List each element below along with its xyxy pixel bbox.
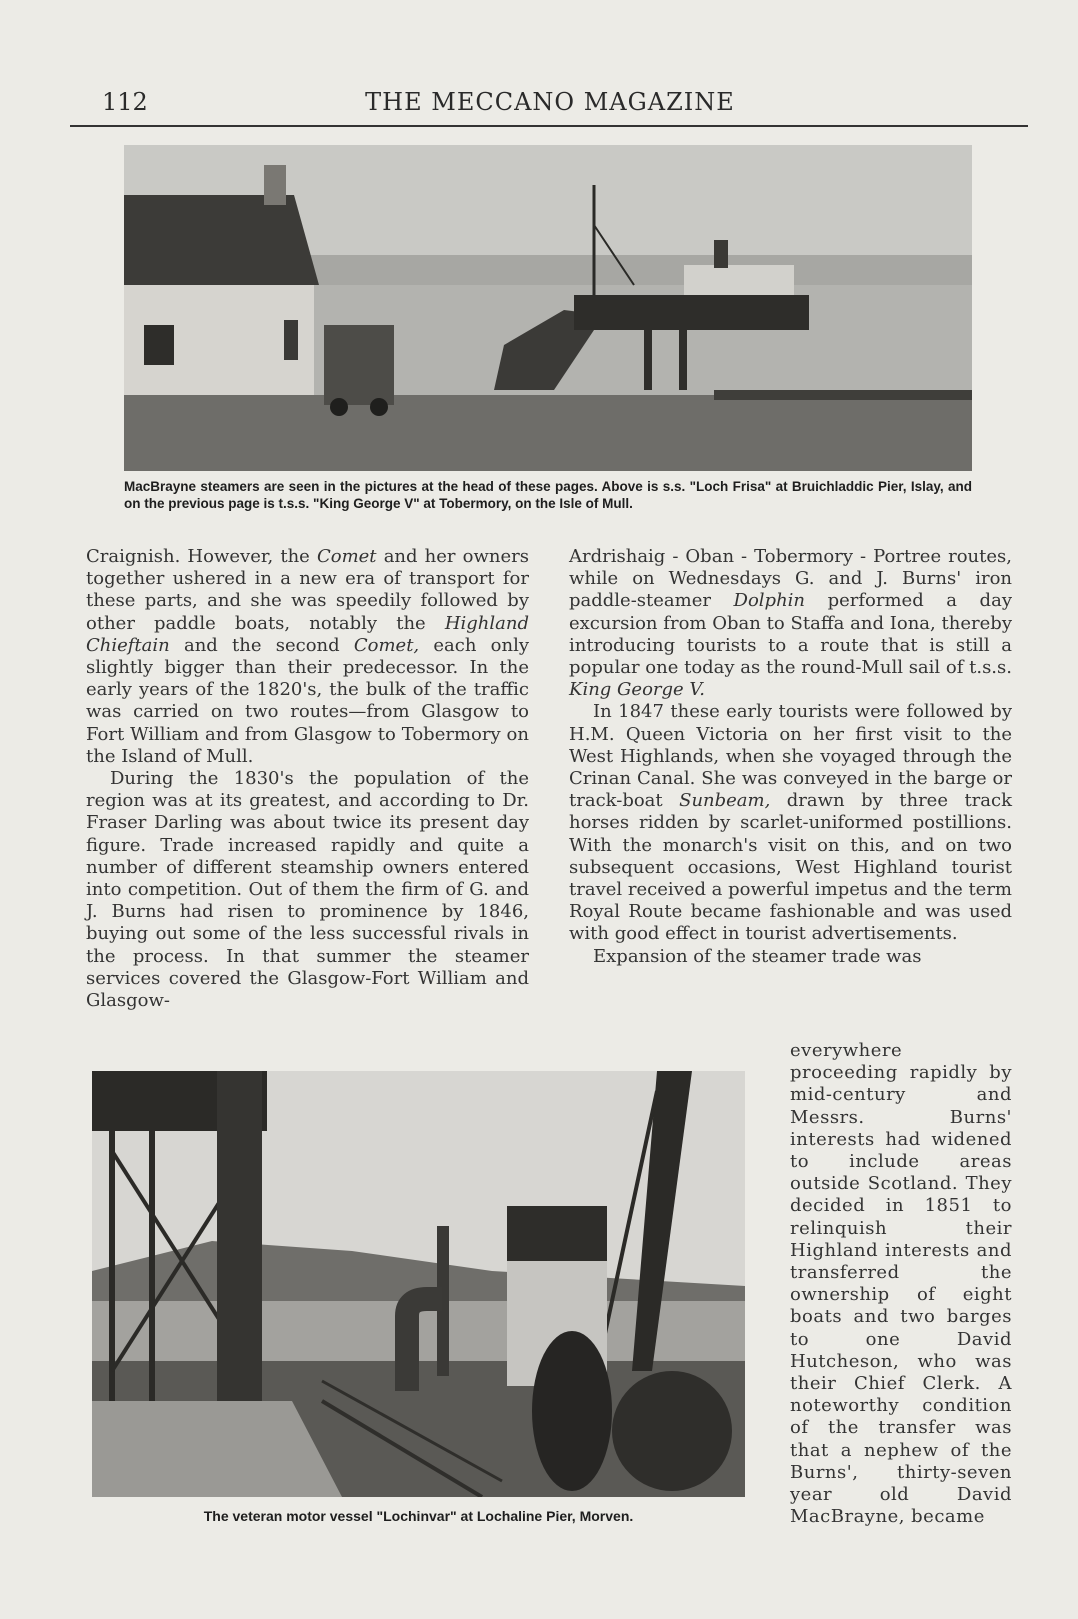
article-column-right [569, 546, 1012, 968]
paragraph: everywhere proceeding rapidly by mid-century and Messrs. Burns' interests had widened to include areas outside Scotland. They decided in 1851 to relinquish their Highland interests and transferred the ownership of eight boats and two barges to one David Hutcheson, who was their Chief Clerk. A noteworthy condition of the transfer was that a nephew of the Burns', thirty-seven year old David MacBrayne, became [790, 1040, 1012, 1528]
ship-name: Comet, [353, 634, 420, 656]
paragraph: Expansion of the steamer trade was [593, 945, 922, 967]
ship-name: Comet [316, 546, 377, 567]
bottom-photo-caption: The veteran motor vessel "Lochinvar" at Lochaline Pier, Morven. [203, 1508, 634, 1524]
paragraph: During the 1830's the population of the region was at its greatest, and according to Dr. Fraser Darling was about twice its present day figure. Trade increased rapidly and quite a number of different steamship owners entered into competition. Out of them the firm of G. and J. Burns had risen to prominence by 1846, buying out some of the less successful rivals in the process. In that summer the steamer services covered the Glasgow-Fort William and Glasgow- [86, 768, 529, 1012]
top-photo-caption: MacBrayne steamers are seen in the pictures at the head of these pages. Above is s.s. "Loch Frisa" at Bruichladdic Pier, Islay, and on the previous page is t.s.s. "King George V" at Tobermory, on the Isle of Mull. [124, 479, 972, 511]
paragraph [569, 701, 1012, 945]
text-run: and her owners together ushered in a new era of transport for these parts, and she was speedily followed by other paddle boats, notably the [86, 546, 529, 634]
text-run: In 1847 these early tourists were followed by H.M. Queen Victoria on her first visit to the West Highlands, when she voyaged through the Crinan Canal. She was conveyed in the barge or track-boat [569, 701, 1012, 812]
text-run: each only slightly bigger than their predecessor. In the early years of the 1820's, the bulk of the traffic was carried on two routes—from Glasgow to Fort William and from Glasgow to Tobermory on the Island of Mull. [86, 634, 529, 767]
page-header [70, 88, 1030, 124]
magazine-title: THE MECCANO MAGAZINE [365, 88, 735, 116]
paragraph [569, 546, 1012, 701]
text-run: Ardrishaig - Oban - Tobermory - Portree routes, while on Wednesdays G. and J. Burns' iron paddle-steamer [569, 546, 1012, 612]
ship-name: King George V. [569, 679, 705, 701]
photo-lochinvar-deck [92, 1071, 745, 1497]
text-run: performed a day excursion from Oban to Staffa and Iona, thereby introducing tourists to a route that is still a popular one today as the round-Mull sail of t.s.s. [569, 590, 1012, 679]
text-run: and the second [169, 634, 354, 656]
article-column-narrow [790, 1040, 1012, 1528]
text-run: drawn by three track horses ridden by scarlet-uniformed postillions. With the monarch's visit on this, and on two subsequent occasions, West Highland tourist travel received a powerful impetus and the term Royal Route became fashionable and was used with good effect in tourist advertisements. [569, 790, 1013, 945]
paragraph [86, 546, 529, 768]
text-run: Craignish. However, the [86, 546, 317, 567]
page-number: 112 [102, 88, 148, 116]
ship-name: Sunbeam, [679, 790, 771, 812]
photo-loch-frisa-pier [124, 145, 972, 471]
article-column-left [86, 546, 529, 1012]
header-rule [70, 125, 1028, 127]
ship-name: Highland Chieftain [86, 612, 529, 656]
ship-name: Dolphin [733, 590, 806, 612]
